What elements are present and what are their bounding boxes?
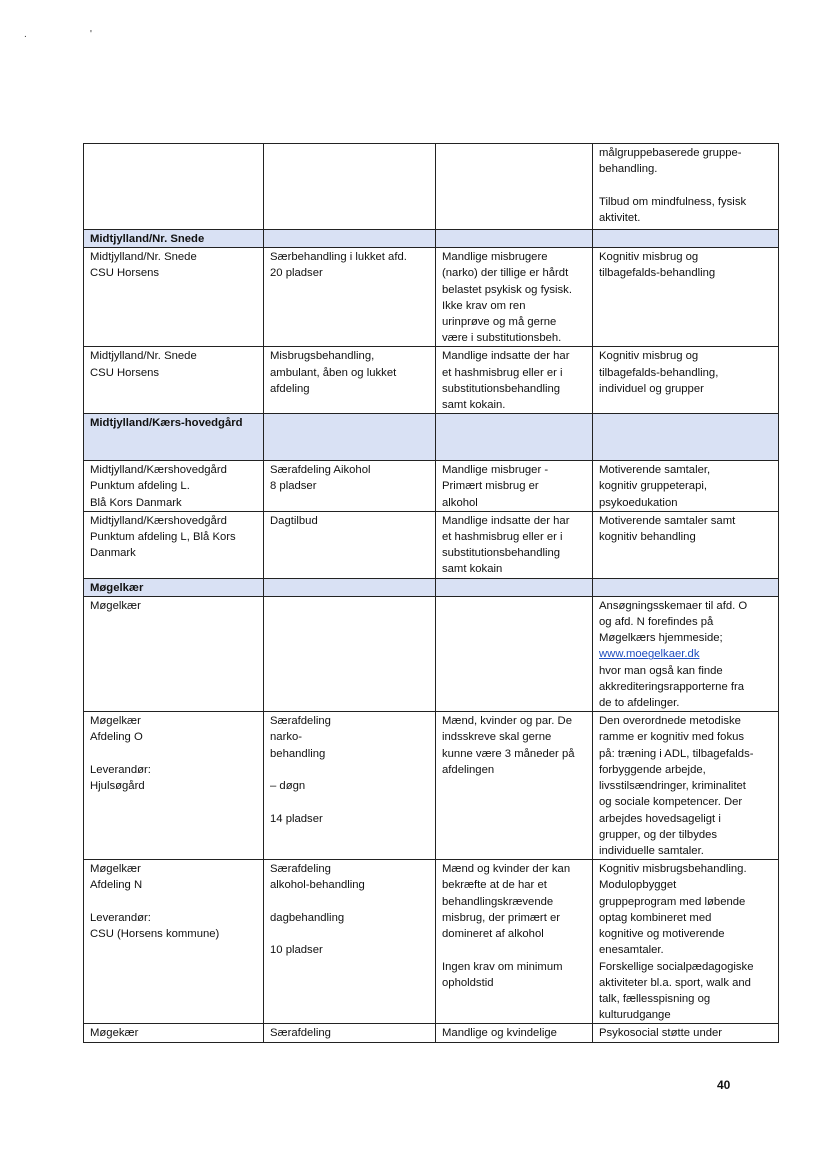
cell-offer: Misbrugsbehandling, ambulant, åben og lukket afdeling (264, 347, 436, 414)
cell-offer (264, 596, 436, 711)
cell-location: Midtjylland/Kærshovedgård Punktum afdeling L, Blå Kors Danmark (84, 511, 264, 578)
cell-treatment: Den overordnede metodiske ramme er kognitiv med fokus på: træning i ADL, tilbagefalds- forbyggende arbejde, livsstilsændringer, kriminalitet og sociale kompetencer. Der arbejdes hovedsageligt i grupper, og der tilbydes individuelle samtaler. (593, 712, 779, 860)
table-row (84, 712, 779, 860)
cell-target-group (436, 144, 593, 230)
cell-treatment: Psykosocial støtte under (593, 1024, 779, 1042)
cell-offer: Særafdeling narko- behandling – døgn 14 pladser (264, 712, 436, 860)
table-row (84, 1024, 779, 1042)
accreditation-text: hvor man også kan finde akkrediteringsrapporterne fra de to afdelinger. (599, 664, 745, 710)
cell-location: Møgelkær Afdeling N Leverandør: CSU (Horsens kommune) (84, 860, 264, 1024)
table-row (84, 511, 779, 578)
section-row (84, 230, 779, 248)
table-row (84, 461, 779, 512)
cell-offer: Særbehandling i lukket afd. 20 pladser (264, 248, 436, 347)
stray-mark: ' (90, 29, 92, 40)
stray-mark: . (24, 29, 27, 40)
cell-offer: Særafdeling alkohol-behandling dagbehandling 10 pladser (264, 860, 436, 1024)
cell-offer: Dagtilbud (264, 511, 436, 578)
table-row (84, 860, 779, 1024)
cell-treatment: Kognitiv misbrug og tilbagefalds-behandling (593, 248, 779, 347)
treatment-offers-table (83, 143, 779, 1043)
cell-target-group: Mandlige og kvindelige (436, 1024, 593, 1042)
section-title: Møgelkær (84, 578, 264, 596)
cell-target-group: Mænd, kvinder og par. De indsskreve skal gerne kunne være 3 måneder på afdelingen (436, 712, 593, 860)
cell-target-group: Mandlige indsatte der har et hashmisbrug eller er i substitutionsbehandling samt kokain (436, 511, 593, 578)
cell-location: Midtjylland/Nr. Snede CSU Horsens (84, 347, 264, 414)
section-row (84, 578, 779, 596)
website-link[interactable]: www.moegelkaer.dk (599, 648, 700, 661)
page-number: 40 (717, 1078, 731, 1092)
cell-offer: Særafdeling Aikohol 8 pladser (264, 461, 436, 512)
cell-location (84, 144, 264, 230)
cell-target-group: Mandlige misbruger - Primært misbrug er alkohol (436, 461, 593, 512)
table-row (84, 144, 779, 230)
cell-location: Møgelkær Afdeling O Leverandør: Hjulsøgård (84, 712, 264, 860)
table-row (84, 596, 779, 711)
cell-treatment: målgruppebaserede gruppe- behandling. Tilbud om mindfulness, fysisk aktivitet. (593, 144, 779, 230)
cell-treatment: Motiverende samtaler samt kognitiv behandling (593, 511, 779, 578)
application-text: Ansøgningsskemaer til afd. O og afd. N forefindes på Møgelkærs hjemmeside; (599, 599, 748, 645)
cell-treatment: Kognitiv misbrugsbehandling. Modulopbygget gruppeprogram med løbende optag kombineret med kognitive og motiverende enesamtaler. Forskellige socialpædagogiske aktiviteter bl.a. sport, walk and talk, fællesspisning og kulturudgange (593, 860, 779, 1024)
section-title: Midtjylland/Kærs-hovedgård (84, 414, 264, 461)
cell-location: Møgekær (84, 1024, 264, 1042)
section-title: Midtjylland/Nr. Snede (84, 230, 264, 248)
table-row (84, 347, 779, 414)
cell-treatment: Kognitiv misbrug og tilbagefalds-behandling, individuel og grupper (593, 347, 779, 414)
section-row (84, 414, 779, 461)
cell-location: Midtjylland/Nr. Snede CSU Horsens (84, 248, 264, 347)
cell-offer: Særafdeling (264, 1024, 436, 1042)
cell-target-group: Mandlige indsatte der har et hashmisbrug eller er i substitutionsbehandling samt kokain. (436, 347, 593, 414)
table-row (84, 248, 779, 347)
cell-location: Møgelkær (84, 596, 264, 711)
cell-offer (264, 144, 436, 230)
cell-target-group (436, 596, 593, 711)
cell-target-group: Mandlige misbrugere (narko) der tillige er hårdt belastet psykisk og fysisk. Ikke krav om ren urinprøve og må gerne være i substitutionsbeh. (436, 248, 593, 347)
cell-treatment (593, 596, 779, 711)
cell-treatment: Motiverende samtaler, kognitiv gruppeterapi, psykoedukation (593, 461, 779, 512)
cell-location: Midtjylland/Kærshovedgård Punktum afdeling L. Blå Kors Danmark (84, 461, 264, 512)
cell-target-group: Mænd og kvinder der kan bekræfte at de har et behandlingskrævende misbrug, der primært er domineret af alkohol Ingen krav om minimum opholdstid (436, 860, 593, 1024)
